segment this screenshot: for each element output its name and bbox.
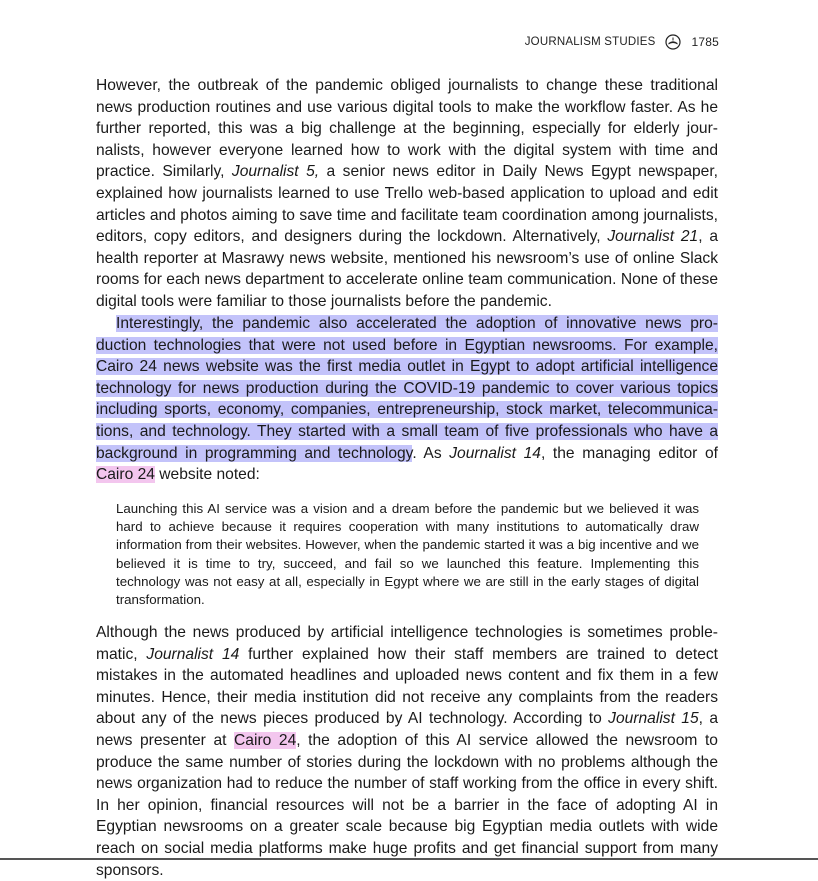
block-quote: Launching this AI service was a vision and a dream before the pandemic but we believed it was hard to achieve because it requires cooperation with many institutions to automatically draw information from their websites. However, when the pandemic started it was a big incentive and we believed it is time to try, succeed, and fail so we launched this feature. Implementing this technology was not easy at all, especially in Egypt where we are still in the early stages of digital transformation. <box>116 501 699 608</box>
blue-highlight[interactable]: Interestingly, the pandemic also accelerated the adoption of innovative news production technologies that were not used before in Egyptian newsrooms. For example, Cairo 24 news website was the first media outlet in Egypt to adopt artificial intelligence technology for news production during the COVID-19 pandemic to cover various topics including sports, economy, companies, entrepreneurship, stock market, telecommunications, and technology. They started with a small team of five professionals who have a background in programming and technology <box>96 315 718 462</box>
page-bottom-divider <box>0 858 818 860</box>
text-run: , a news presenter at <box>96 710 718 749</box>
pink-highlight[interactable]: Cairo 24 <box>96 466 155 484</box>
italic-run: Journalist 5, <box>231 163 320 181</box>
text-run: a senior news editor in Daily News Egypt newspaper, explained how journalists learned to use Trello web-based application to upload and edit articles and photos aiming to save time and facilitate team coordination among journalists, editors, copy editors, and designers during the lockdown. Alternatively, <box>96 163 719 246</box>
italic-run: Journalist 14 <box>449 444 541 462</box>
paragraph-3 <box>96 622 718 881</box>
pink-highlight[interactable]: Cairo 24 <box>234 731 297 749</box>
text-run: However, the outbreak of the pandemic obliged journalists to change these traditional news production routines and use various digital tools to make the workflow faster. As he further reported, this was a big challenge at the beginning, especially for elderly journalists, however everyone learned how to work with the digital system with time and practice. Similarly, <box>96 77 718 181</box>
italic-run: Journalist 15 <box>608 710 699 728</box>
italic-run: Journalist 14 <box>146 645 240 663</box>
text-run: , the adoption of this AI service allowed the newsroom to produce the same number of stories during the lockdown with no problems although the news organization had to reduce the number of staff working from the office in every shift. In her opinion, financial resources will not be a barrier in the face of adopting AI in Egyptian newsrooms on a greater scale because big Egyptian media outlets with wide reach on social media platforms make huge profits and get financial support from many sponsors. <box>96 731 718 879</box>
journal-title: JOURNALISM STUDIES <box>524 36 656 48</box>
page-number: 1785 <box>691 35 719 49</box>
paragraph-2 <box>96 313 718 486</box>
paragraph-1 <box>96 75 718 313</box>
text-run: Although the news produced by artificial intelligence technologies is sometimes problematic, <box>96 624 718 663</box>
journal-logo-icon <box>665 34 681 50</box>
text-run: , the managing editor of <box>540 444 718 462</box>
text-run: further explained how their staff members are trained to detect mistakes in the automated headlines and uploaded news content and fix them in a few minutes. Hence, their media institution did not receive any complaints from the readers about any of the news pieces produced by AI technology. According to <box>96 645 719 728</box>
text-run: , a health reporter at Masrawy news website, mentioned his newsroom’s use of online Slack rooms for each news department to accelerate online team communication. None of these digital tools were familiar to those journalists before the pandemic. <box>96 228 719 310</box>
text-run: website noted: <box>154 466 260 484</box>
text-run: . As <box>412 444 450 462</box>
running-head <box>525 34 719 50</box>
italic-run: Journalist 21 <box>607 228 699 246</box>
